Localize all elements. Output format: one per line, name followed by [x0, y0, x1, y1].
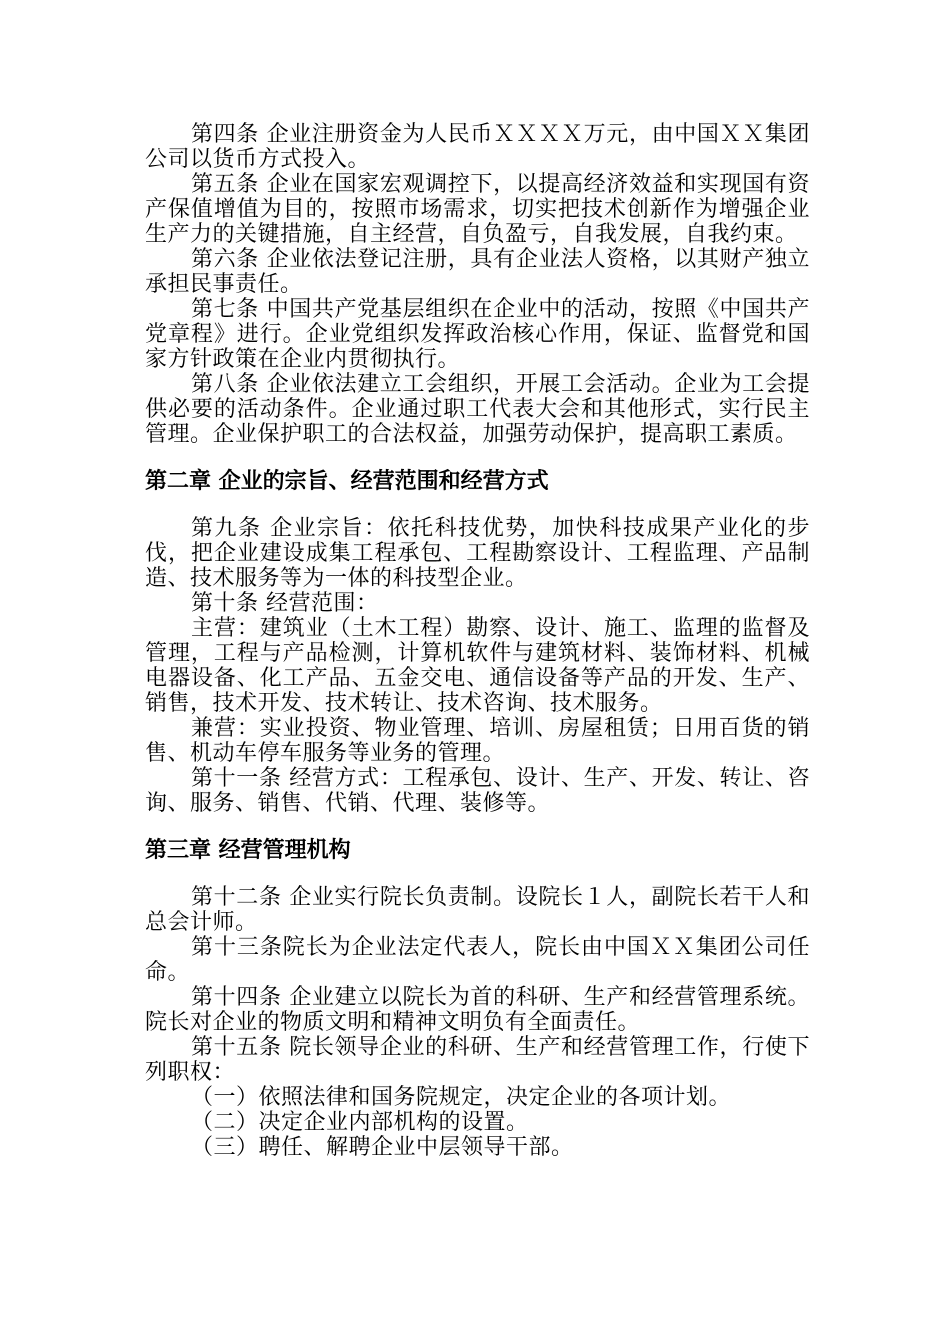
- list-item: （一）依照法律和国务院规定，决定企业的各项计划。: [191, 1085, 732, 1110]
- article-10: 第十条 经营范围：: [191, 591, 379, 616]
- article-7: 第七条 中国共产党基层组织在企业中的活动，按照《中国共产党章程》进行。企业党组织发挥政治核心作用，保证、监督党和国家方针政策在企业内贯彻执行。: [145, 297, 810, 372]
- article-6: 第六条 企业依法登记注册，具有企业法人资格，以其财产独立承担民事责任。: [145, 247, 810, 297]
- main-business: 主营：建筑业（土木工程）勘察、设计、施工、监理的监督及管理，工程与产品检测，计算机软件与建筑材料、装饰材料、机械电器设备、化工产品、五金交电、通信设备等产品的开发、生产、销售，技术开发、技术转让、技术咨询、技术服务。: [145, 616, 810, 716]
- list-item: （二）决定企业内部机构的设置。: [191, 1110, 529, 1135]
- article-9: 第九条 企业宗旨：依托科技优势，加快科技成果产业化的步伐，把企业建设成集工程承包、工程勘察设计、工程监理、产品制造、技术服务等为一体的科技型企业。: [145, 516, 810, 591]
- article-11: 第十一条 经营方式：工程承包、设计、生产、开发、转让、咨询、服务、销售、代销、代理、装修等。: [145, 766, 810, 816]
- article-12: 第十二条 企业实行院长负责制。设院长１人，副院长若干人和总会计师。: [145, 885, 810, 935]
- document-page: [145, 122, 810, 1160]
- list-item: （三）聘任、解聘企业中层领导干部。: [191, 1135, 574, 1160]
- side-business: 兼营：实业投资、物业管理、培训、房屋租赁；日用百货的销售、机动车停车服务等业务的管理。: [145, 716, 810, 766]
- article-4: 第四条 企业注册资金为人民币ＸＸＸＸ万元，由中国ＸＸ集团公司以货币方式投入。: [145, 122, 810, 172]
- article-14: 第十四条 企业建立以院长为首的科研、生产和经营管理系统。院长对企业的物质文明和精神文明负有全面责任。: [145, 985, 810, 1035]
- chapter-2-title: 第二章 企业的宗旨、经营范围和经营方式: [145, 469, 549, 494]
- article-5: 第五条 企业在国家宏观调控下，以提高经济效益和实现国有资产保值增值为目的，按照市场需求，切实把技术创新作为增强企业生产力的关键措施，自主经营，自负盈亏，自我发展，自我约束。: [145, 172, 810, 247]
- article-13: 第十三条院长为企业法定代表人，院长由中国ＸＸ集团公司任命。: [145, 935, 810, 985]
- chapter-3-title: 第三章 经营管理机构: [145, 838, 351, 863]
- article-8: 第八条 企业依法建立工会组织，开展工会活动。企业为工会提供必要的活动条件。企业通过职工代表大会和其他形式，实行民主管理。企业保护职工的合法权益，加强劳动保护，提高职工素质。: [145, 372, 810, 447]
- article-15: 第十五条 院长领导企业的科研、生产和经营管理工作，行使下列职权：: [145, 1035, 810, 1085]
